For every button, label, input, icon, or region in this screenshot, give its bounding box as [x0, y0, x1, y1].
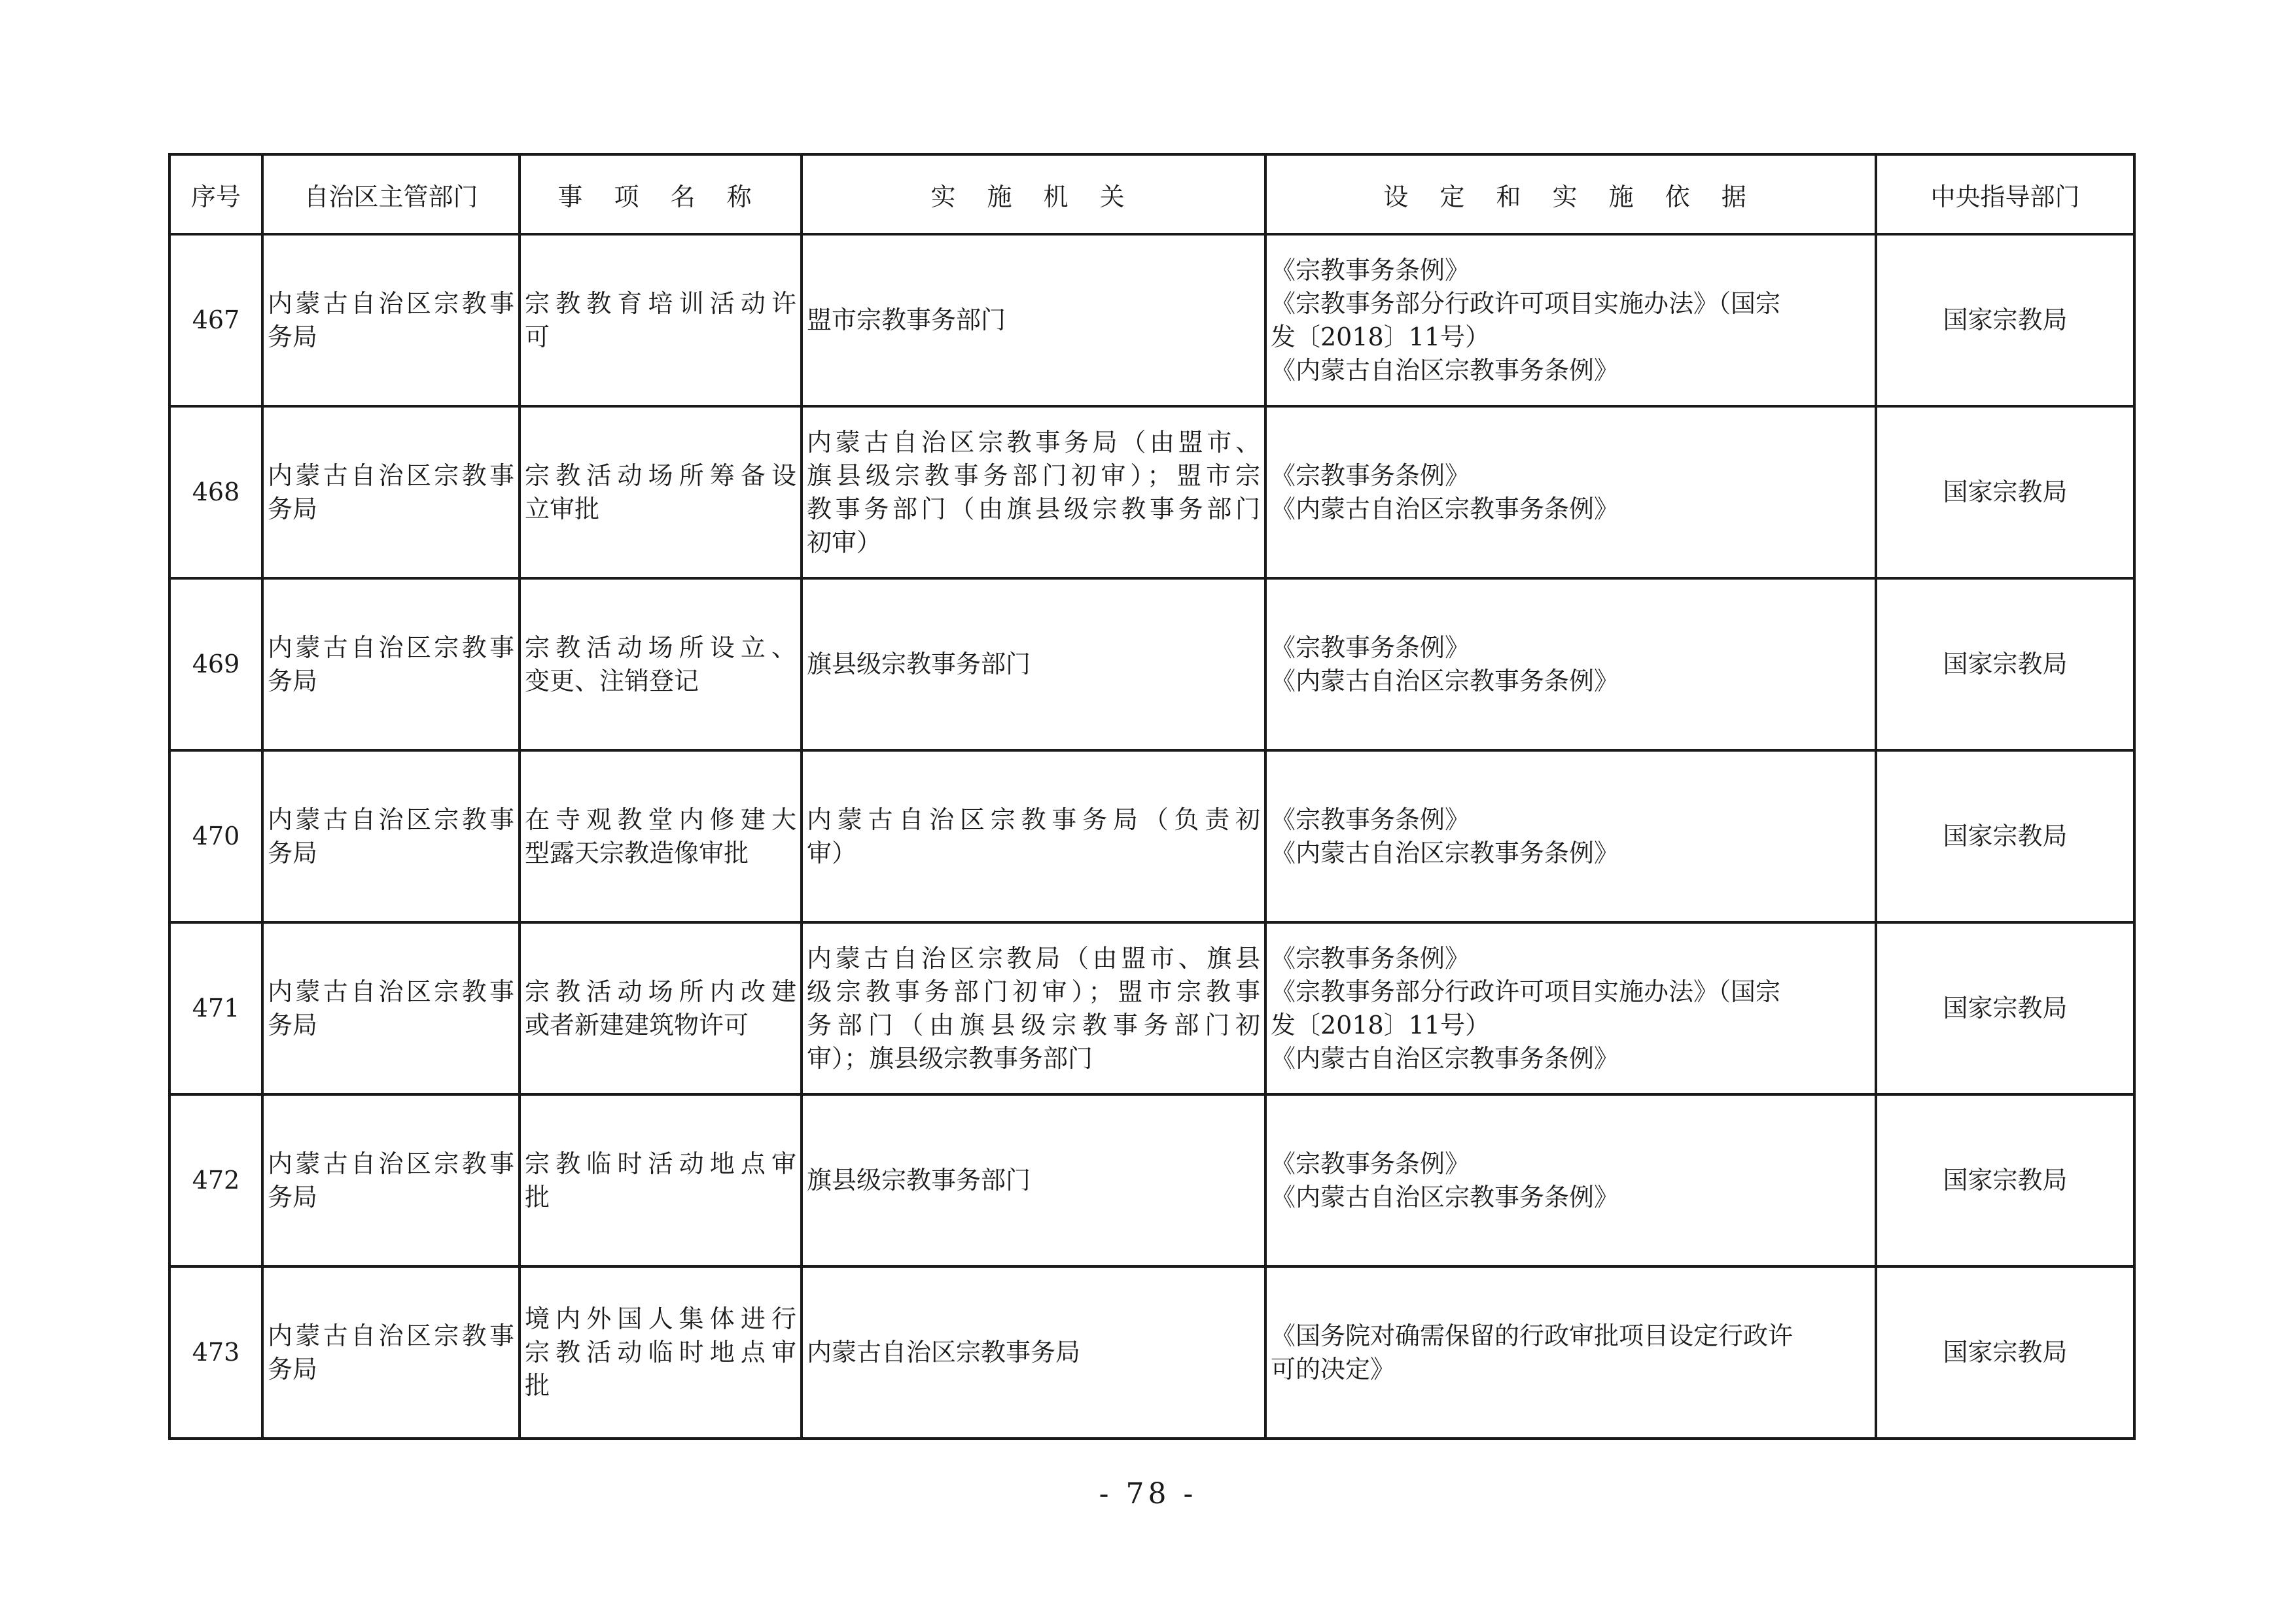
cell-line: 或者新建建筑物许可	[525, 1010, 749, 1039]
cell-dept	[262, 1266, 520, 1439]
cell-basis	[1265, 578, 1876, 750]
cell-line: 内蒙古自治区宗教事	[268, 977, 514, 1006]
cell-line: 内蒙古自治区宗教事务局	[807, 1338, 1081, 1367]
cell-line: 《宗教事务条例》	[1271, 255, 1470, 285]
cell-line: 可的决定》	[1271, 1354, 1396, 1384]
cell-line: 立审批	[525, 494, 600, 523]
cell-dept	[262, 234, 520, 406]
cell-agency	[802, 1266, 1265, 1439]
cell-line: 型露天宗教造像审批	[525, 838, 749, 867]
cell-item	[520, 234, 802, 406]
cell-line: 内蒙古自治区宗教事	[268, 1149, 514, 1178]
cell-agency	[802, 1094, 1265, 1266]
cell-line: 务局	[268, 666, 318, 695]
cell-line: 务局	[268, 494, 318, 523]
cell-dept	[262, 578, 520, 750]
cell-line: 可	[525, 322, 550, 351]
cell-line: 宗教临时活动地点审	[525, 1149, 796, 1178]
cell-line: 内蒙古自治区宗教事	[268, 805, 514, 834]
cell-line: 务局	[268, 1010, 318, 1039]
cell-line: 务局	[268, 838, 318, 867]
cell-seq: 468	[169, 406, 262, 578]
cell-basis	[1265, 406, 1876, 578]
cell-line: 务局	[268, 322, 318, 351]
header-dept: 自治区主管部门	[262, 154, 520, 234]
cell-agency	[802, 750, 1265, 922]
cell-line: 内蒙古自治区宗教事务局（由盟市、	[807, 427, 1260, 457]
table-body	[169, 234, 2134, 1439]
cell-line: 宗教活动场所筹备设	[525, 461, 796, 490]
cell-line: 务局	[268, 1354, 318, 1384]
cell-line: 《内蒙古自治区宗教事务条例》	[1271, 666, 1619, 695]
cell-line: 《宗教事务条例》	[1271, 461, 1470, 490]
cell-agency	[802, 922, 1265, 1094]
cell-line: 教事务部门（由旗县级宗教事务部门	[807, 494, 1260, 523]
cell-line: 《宗教事务条例》	[1271, 633, 1470, 662]
cell-line: 务部门（由旗县级宗教事务部门初	[807, 1010, 1260, 1039]
table-row	[169, 578, 2134, 750]
cell-basis	[1265, 1266, 1876, 1439]
cell-agency	[802, 578, 1265, 750]
cell-line: 旗县级宗教事务部门	[807, 1166, 1031, 1195]
cell-line: 境内外国人集体进行	[525, 1304, 796, 1333]
cell-line: 内蒙古自治区宗教事	[268, 633, 514, 662]
cell-line: 《国务院对确需保留的行政审批项目设定行政许	[1271, 1321, 1793, 1350]
cell-item	[520, 578, 802, 750]
cell-line: 变更、注销登记	[525, 666, 699, 695]
table-row	[169, 750, 2134, 922]
cell-seq: 473	[169, 1266, 262, 1439]
cell-seq: 472	[169, 1094, 262, 1266]
cell-basis	[1265, 234, 1876, 406]
cell-line: 《内蒙古自治区宗教事务条例》	[1271, 1043, 1619, 1073]
cell-agency	[802, 406, 1265, 578]
header-item: 事 项 名 称	[520, 154, 802, 234]
cell-item	[520, 922, 802, 1094]
cell-line: 内蒙古自治区宗教事务局（负责初	[807, 805, 1260, 834]
cell-line: 审）；旗县级宗教事务部门	[807, 1043, 1093, 1073]
cell-central: 国家宗教局	[1876, 234, 2134, 406]
table-row	[169, 406, 2134, 578]
cell-dept	[262, 1094, 520, 1266]
cell-line: 旗县级宗教事务部门	[807, 650, 1031, 678]
cell-item	[520, 750, 802, 922]
cell-central: 国家宗教局	[1876, 750, 2134, 922]
cell-line: 在寺观教堂内修建大	[525, 805, 796, 834]
cell-line: 《内蒙古自治区宗教事务条例》	[1271, 1182, 1619, 1212]
header-basis: 设 定 和 实 施 依 据	[1265, 154, 1876, 234]
cell-agency	[802, 234, 1265, 406]
cell-item	[520, 1094, 802, 1266]
cell-line: 内蒙古自治区宗教局（由盟市、旗县	[807, 943, 1260, 973]
cell-line: 审）	[807, 838, 857, 867]
cell-line: 内蒙古自治区宗教事	[268, 1321, 514, 1350]
cell-central: 国家宗教局	[1876, 922, 2134, 1094]
table-header-row	[169, 154, 2134, 234]
cell-line: 《宗教事务条例》	[1271, 805, 1470, 834]
cell-line: 宗教活动临时地点审	[525, 1338, 796, 1367]
cell-dept	[262, 750, 520, 922]
table-row	[169, 1266, 2134, 1439]
table-row	[169, 234, 2134, 406]
cell-line: 《宗教事务条例》	[1271, 1149, 1470, 1178]
cell-line: 《宗教事务部分行政许可项目实施办法》（国宗	[1271, 288, 1781, 318]
page-number: - 78 -	[1099, 1477, 1197, 1510]
cell-central: 国家宗教局	[1876, 578, 2134, 750]
cell-basis	[1265, 1094, 1876, 1266]
cell-line: 级宗教事务部门初审）；盟市宗教事	[807, 977, 1260, 1006]
cell-central: 国家宗教局	[1876, 406, 2134, 578]
cell-line: 《宗教事务条例》	[1271, 943, 1470, 973]
cell-line: 旗县级宗教事务部门初审）；盟市宗	[807, 461, 1260, 490]
cell-line: 《内蒙古自治区宗教事务条例》	[1271, 355, 1619, 385]
table-row	[169, 1094, 2134, 1266]
cell-line: 《内蒙古自治区宗教事务条例》	[1271, 494, 1619, 523]
cell-central: 国家宗教局	[1876, 1094, 2134, 1266]
cell-line: 发〔2018〕11号）	[1271, 1010, 1491, 1039]
cell-line: 宗教活动场所设立、	[525, 633, 796, 662]
cell-seq: 470	[169, 750, 262, 922]
cell-line: 发〔2018〕11号）	[1271, 322, 1491, 351]
header-central: 中央指导部门	[1876, 154, 2134, 234]
cell-item	[520, 406, 802, 578]
cell-basis	[1265, 922, 1876, 1094]
cell-line: 《内蒙古自治区宗教事务条例》	[1271, 838, 1619, 867]
cell-line: 批	[525, 1371, 550, 1400]
cell-seq: 471	[169, 922, 262, 1094]
header-agency: 实 施 机 关	[802, 154, 1265, 234]
cell-line: 批	[525, 1182, 550, 1212]
cell-basis	[1265, 750, 1876, 922]
cell-line: 务局	[268, 1182, 318, 1212]
cell-line: 初审）	[807, 527, 882, 557]
items-table	[168, 153, 2136, 1440]
cell-dept	[262, 406, 520, 578]
cell-line: 盟市宗教事务部门	[807, 305, 1006, 334]
cell-seq: 467	[169, 234, 262, 406]
cell-line: 宗教教育培训活动许	[525, 288, 796, 318]
cell-dept	[262, 922, 520, 1094]
cell-item	[520, 1266, 802, 1439]
cell-line: 宗教活动场所内改建	[525, 977, 796, 1006]
cell-line: 内蒙古自治区宗教事	[268, 461, 514, 490]
cell-line: 《宗教事务部分行政许可项目实施办法》（国宗	[1271, 977, 1781, 1006]
cell-seq: 469	[169, 578, 262, 750]
header-seq: 序号	[169, 154, 262, 234]
cell-central: 国家宗教局	[1876, 1266, 2134, 1439]
table-row	[169, 922, 2134, 1094]
cell-line: 内蒙古自治区宗教事	[268, 288, 514, 318]
